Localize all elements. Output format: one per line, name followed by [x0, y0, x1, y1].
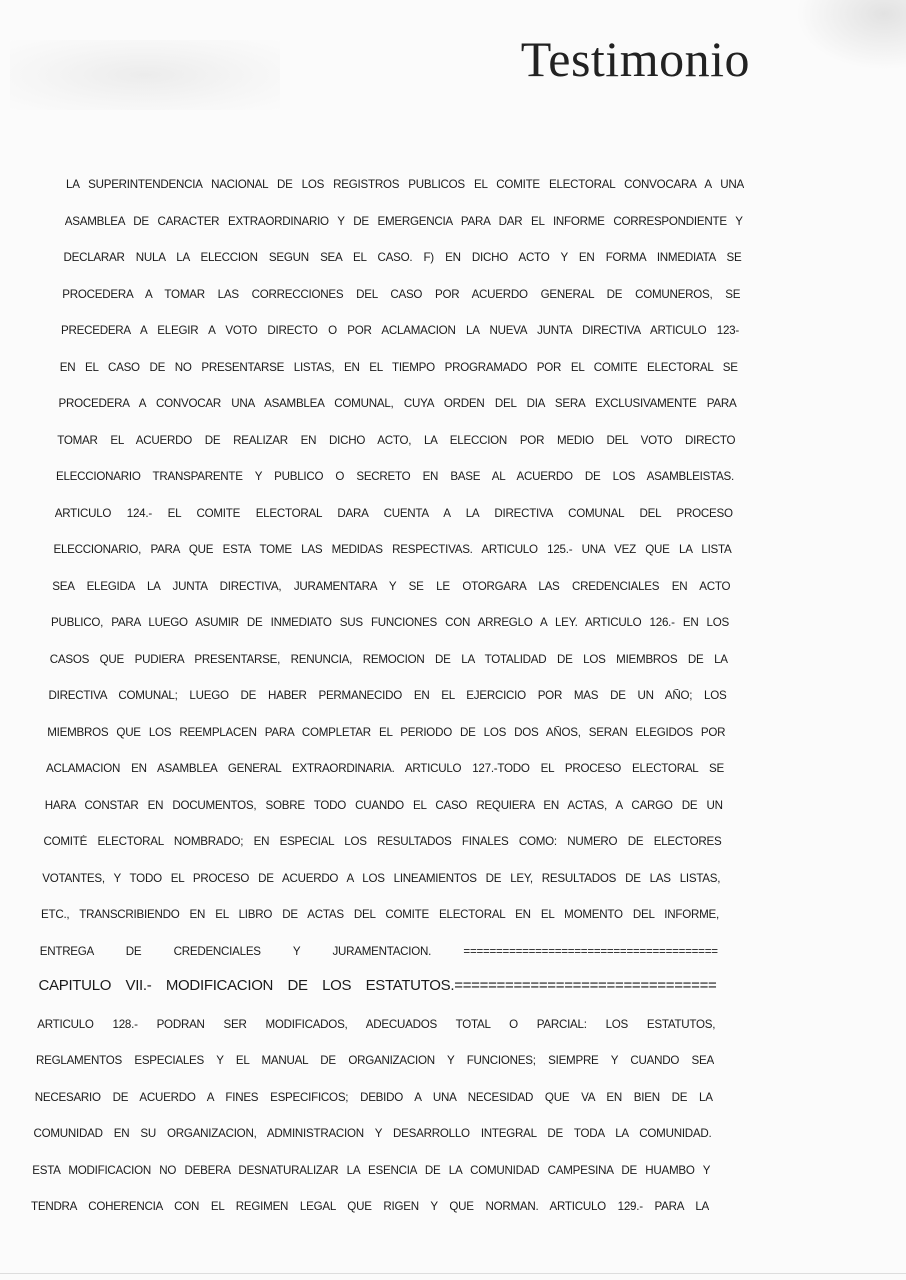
text-line: MIEMBROS QUE LOS REEMPLACEN PARA COMPLETAR EL PERIODO DE LOS DOS AÑOS, SERAN ELEGIDOS POR — [47, 725, 726, 739]
text-line: REGLAMENTOS ESPECIALES Y EL MANUAL DE ORGANIZACION Y FUNCIONES; SIEMPRE Y CUANDO SEA — [36, 1054, 714, 1067]
text-line: COMITÉ ELECTORAL NOMBRADO; EN ESPECIAL LOS RESULTADOS FINALES COMO: NUMERO DE ELECTORES — [43, 835, 722, 848]
text-line: DIRECTIVA COMUNAL; LUEGO DE HABER PERMANECIDO EN EL EJERCICIO POR MAS DE UN AÑO; LOS — [48, 689, 727, 702]
text-line: ENTREGA DE CREDENCIALES Y JURAMENTACION. ======================================= — [39, 944, 718, 958]
text-line: PROCEDERA A CONVOCAR UNA ASAMBLEA COMUNAL, CUYA ORDEN DEL DIA SERA EXCLUSIVAMENTE PARA — [58, 397, 737, 410]
text-line: TOMAR EL ACUERDO DE REALIZAR EN DICHO ACTO, LA ELECCION POR MEDIO DEL VOTO DIRECTO — [57, 433, 736, 447]
text-line: TENDRA COHERENCIA CON EL REGIMEN LEGAL QUE RIGEN Y QUE NORMAN. ARTICULO 129.- PARA LA — [31, 1200, 709, 1213]
text-line: VOTANTES, Y TODO EL PROCESO DE ACUERDO A LOS LINEAMIENTOS DE LEY, RESULTADOS DE LAS LISTAS, — [42, 871, 721, 885]
text-line: ELECCIONARIO TRANSPARENTE Y PUBLICO O SECRETO EN BASE AL ACUERDO DE LOS ASAMBLEISTAS. — [56, 470, 734, 483]
page-edge — [0, 1273, 906, 1274]
text-line: ARTICULO 124.- EL COMITE ELECTORAL DARA CUENTA A LA DIRECTIVA COMUNAL DEL PROCESO — [54, 506, 733, 520]
text-line: EN EL CASO DE NO PRESENTARSE LISTAS, EN EL TIEMPO PROGRAMADO POR EL COMITE ELECTORAL SE — [59, 360, 738, 374]
text-line: ESTA MODIFICACION NO DEBERA DESNATURALIZAR LA ESENCIA DE LA COMUNIDAD CAMPESINA DE HUAMBO Y — [32, 1163, 711, 1177]
text-line: PUBLICO, PARA LUEGO ASUMIR DE INMEDIATO SUS FUNCIONES CON ARREGLO A LEY. ARTICULO 126.- EN LOS — [51, 616, 729, 629]
text-line: CASOS QUE PUDIERA PRESENTARSE, RENUNCIA, REMOCION DE LA TOTALIDAD DE LOS MIEMBROS DE LA — [49, 652, 728, 666]
text-line: PROCEDERA A TOMAR LAS CORRECCIONES DEL CASO POR ACUERDO GENERAL DE COMUNEROS, SE — [62, 287, 741, 301]
text-line: LA SUPERINTENDENCIA NACIONAL DE LOS REGISTROS PUBLICOS EL COMITE ELECTORAL CONVOCARA A UNA — [66, 178, 744, 191]
text-line: HARA CONSTAR EN DOCUMENTOS, SOBRE TODO CUANDO EL CASO REQUIERA EN ACTAS, A CARGO DE UN — [44, 798, 723, 812]
chapter-heading: CAPITULO VII.- MODIFICACION DE LOS ESTATUTOS.=============================== — [38, 977, 717, 994]
text-line: PRECEDERA A ELEGIR A VOTO DIRECTO O POR ACLAMACION LA NUEVA JUNTA DIRECTIVA ARTICULO 123- — [61, 324, 739, 337]
text-line: COMUNIDAD EN SU ORGANIZACION, ADMINISTRACION Y DESARROLLO INTEGRAL DE TODA LA COMUNIDAD. — [33, 1127, 712, 1140]
text-line: ASAMBLEA DE CARACTER EXTRAORDINARIO Y DE EMERGENCIA PARA DAR EL INFORME CORRESPONDIENTE Y — [64, 214, 743, 228]
text-line: ACLAMACION EN ASAMBLEA GENERAL EXTRAORDINARIA. ARTICULO 127.-TODO EL PROCESO ELECTORAL SE — [46, 762, 724, 775]
text-line: ARTICULO 128.- PODRAN SER MODIFICADOS, ADECUADOS TOTAL O PARCIAL: LOS ESTATUTOS, — [37, 1017, 716, 1031]
text-line: ELECCIONARIO, PARA QUE ESTA TOME LAS MEDIDAS RESPECTIVAS. ARTICULO 125.- UNA VEZ QUE LA LISTA — [53, 543, 732, 556]
scan-smudge — [10, 40, 280, 110]
text-line: NECESARIO DE ACUERDO A FINES ESPECIFICOS; DEBIDO A UNA NECESIDAD QUE VA EN BIEN DE LA — [34, 1090, 713, 1104]
page-title: Testimonio — [520, 31, 750, 87]
text-line: SEA ELEGIDA LA JUNTA DIRECTIVA, JURAMENTARA Y SE LE OTORGARA LAS CREDENCIALES EN ACTO — [52, 579, 731, 593]
scan-corner-mark — [796, 0, 906, 70]
text-line: DECLARAR NULA LA ELECCION SEGUN SEA EL CASO. F) EN DICHO ACTO Y EN FORMA INMEDIATA SE — [63, 251, 742, 264]
text-line: ETC., TRANSCRIBIENDO EN EL LIBRO DE ACTAS DEL COMITE ELECTORAL EN EL MOMENTO DEL INFORME, — [41, 908, 719, 921]
